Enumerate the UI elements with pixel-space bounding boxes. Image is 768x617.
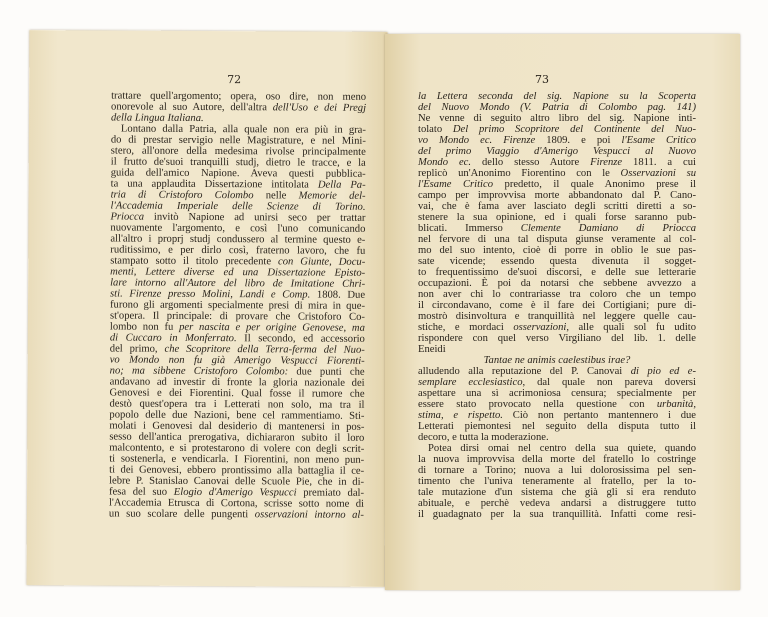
text-line xyxy=(418,344,696,355)
text-line xyxy=(418,509,696,520)
text-segment: lebre P. Stanislao Canovai delle Scuole Pie, che in di- xyxy=(109,475,365,488)
text-segment: , alle quali sol fu udito xyxy=(566,322,696,333)
italic-text: osservazioni intorno al- xyxy=(254,509,364,521)
text-segment: guida dell'amico Napione. Aveva questi pubblica- xyxy=(110,167,366,180)
text-segment: malcontento, e si protestarono di volere con degli scrit- xyxy=(109,442,365,455)
text-line xyxy=(418,190,696,201)
text-line xyxy=(418,377,696,388)
text-segment: Potea dirsi omai nel centro della sua quiete, quando xyxy=(428,443,696,454)
text-segment: Letterati piemontesi nel seguito della disputa tutto il xyxy=(418,421,696,432)
text-segment: di tornare a Torino; nuova a lui dolorosissima pel sen- xyxy=(418,465,696,476)
text-line xyxy=(418,102,696,113)
text-line xyxy=(418,168,696,179)
text-segment: dello stesso Autore xyxy=(471,157,591,168)
italic-text: Tantae ne animis caelestibus irae? xyxy=(483,355,631,366)
text-line xyxy=(418,146,696,157)
text-segment: aspettare una sì acrimoniosa censura; specialmente per xyxy=(418,388,696,399)
text-segment: 1809. e poi xyxy=(535,135,622,146)
text-line xyxy=(418,476,696,487)
text-line xyxy=(418,487,696,498)
text-line xyxy=(418,256,696,267)
text-segment: Ciò non pertanto mantennero i due xyxy=(502,410,697,421)
text-segment: mostrò disinvoltura e tranquillità nel leggere quelle cau- xyxy=(418,311,696,322)
left-page xyxy=(27,30,388,587)
italic-text: dell'Uso e dei Pregj xyxy=(272,102,367,114)
italic-text: lare intorno all'Autore del libro de Imitatione Chri- xyxy=(110,277,366,290)
text-line xyxy=(418,278,696,289)
left-page-text xyxy=(109,90,366,520)
text-line xyxy=(418,388,696,399)
text-line xyxy=(418,465,696,476)
text-line xyxy=(418,399,696,410)
text-segment: ti sostenerla, e vendicarla. I Fiorentini, non meno pun- xyxy=(109,453,365,466)
italic-text: no; ma sibbene Cristoforo Colombo: xyxy=(109,365,289,378)
text-segment: st'opera. Il principale: di provare che Cristoforo Co- xyxy=(109,310,365,323)
text-segment: tolato xyxy=(418,124,453,135)
text-line xyxy=(418,355,696,366)
italic-text: tria di Cristoforo Colombo xyxy=(110,189,254,202)
text-line xyxy=(418,443,696,454)
text-segment: 1811. a cui xyxy=(622,157,696,168)
italic-text: semplare ecclesiastico xyxy=(418,377,523,388)
text-segment: nuovamente l'argomento, e così l'uno comunicando xyxy=(110,222,366,235)
text-line xyxy=(418,421,696,432)
text-line xyxy=(418,267,696,278)
text-segment: nelle xyxy=(253,190,299,202)
italic-text: Del primo Scopritore del Continente del Nuo- xyxy=(452,124,697,135)
right-page-text xyxy=(418,91,696,520)
text-segment: stero, all'onore della medesima rivolse principalmente xyxy=(110,145,366,158)
text-segment: vai, che è fama aver lasciato degli scritti diretti a so- xyxy=(418,201,696,212)
italic-text: menti, Lettere diverse ed una Dissertazione Episto- xyxy=(110,266,366,279)
text-segment: timento che l'univa teneramente al fratello, per la to- xyxy=(418,476,696,487)
text-segment: replicò un'Anonimo Fiorentino con le xyxy=(418,168,621,179)
text-segment: destò quest'opera tra i Letterati non solo, ma tra il xyxy=(109,398,365,411)
italic-text: urbanità, xyxy=(656,399,696,410)
text-line xyxy=(418,212,696,223)
text-segment: premiato dal- xyxy=(296,487,365,499)
text-line xyxy=(418,432,696,443)
text-segment: to frequentissimo de'suoi discorsi, e delle sue letterarie xyxy=(418,267,696,278)
italic-text: l'Esame Critico xyxy=(418,179,493,190)
text-segment: essere stato provocato nella questione con xyxy=(418,399,657,410)
text-segment: tale mutazione d'un sistema che già gli si era renduto xyxy=(418,487,696,498)
text-segment: sate vicende; essendo questa divenuta il sogget- xyxy=(418,256,696,267)
page-number: 73 xyxy=(535,73,549,86)
text-segment: lombo non fu xyxy=(109,321,180,333)
text-line xyxy=(418,311,696,322)
text-line xyxy=(418,322,696,333)
italic-text: stima, e rispetto. xyxy=(418,410,503,421)
text-segment: blicati. Immerso xyxy=(418,223,521,234)
italic-text: di pio ed e- xyxy=(630,366,696,377)
text-segment: fesa del suo xyxy=(109,486,174,498)
italic-text: Priocca xyxy=(110,211,145,223)
text-segment: alludendo alla reputazione del P. Canovai xyxy=(418,366,631,377)
text-segment: stampato sotto il titolo precedente xyxy=(110,255,279,268)
italic-text: vo Mondo ec. Firenze xyxy=(418,135,536,146)
text-line xyxy=(418,366,696,377)
italic-text: di Cuccaro in Monferrato. xyxy=(109,332,237,345)
italic-text: l'Esame Critico xyxy=(621,135,696,146)
text-line xyxy=(418,201,696,212)
text-line xyxy=(418,124,696,135)
text-segment: il guadagnato per la sua tranquillità. Infatti come resi- xyxy=(418,509,696,520)
italic-text: che Scopritore della Terra-ferma del Nuo- xyxy=(164,343,365,356)
text-line xyxy=(418,91,696,102)
text-segment: occupazioni. È poi da notarsi che sebbene avvezzo a xyxy=(418,278,696,289)
text-line xyxy=(418,289,696,300)
text-line xyxy=(418,333,696,344)
text-segment: Genovesi e dei Fiorentini. Qual fosse il rumore che xyxy=(109,387,365,400)
right-page xyxy=(385,34,740,590)
text-segment: la nuova improvvisa della morte del fratello lo costringe xyxy=(418,454,696,465)
text-segment: popolo delle due Nazioni, bene cel rammentiamo. Sti- xyxy=(109,409,365,422)
text-segment: l'Accademia Etrusca di Cortona, scrisse sotto nome di xyxy=(108,497,365,510)
text-segment: Eneidi xyxy=(418,344,446,355)
text-line xyxy=(109,508,364,520)
italic-text: Mondo ec. xyxy=(418,157,472,168)
text-line xyxy=(418,454,696,465)
text-segment: stenere la sua opinione, ed i quali forse saranno pub- xyxy=(418,212,696,223)
text-segment: stiche, e mordaci xyxy=(418,322,514,333)
text-segment: molati i Genovesi dal desiderio di mantenersi in pos- xyxy=(109,420,365,433)
text-segment: rispondere con quel verso Virgiliano del lib. 1. delle xyxy=(418,333,696,344)
italic-text: Memorie del- xyxy=(298,190,366,202)
text-segment: Lontano dalla Patria, alla quale non era più in gra- xyxy=(120,123,366,136)
text-line xyxy=(418,223,696,234)
text-line xyxy=(418,498,696,509)
text-segment: decoro, e tutta la moderazione. xyxy=(418,432,549,443)
text-segment: andavano ad investir di fronte la gloria nazionale dei xyxy=(109,376,365,389)
text-segment: del primo, xyxy=(109,343,165,355)
text-line xyxy=(418,135,696,146)
text-segment: all'altro i proprj studj condussero al termine questo e- xyxy=(110,233,366,246)
text-segment: sesso dell'antica prerogativa, dichiararon subito il loro xyxy=(109,431,365,444)
text-line xyxy=(418,300,696,311)
text-segment: furono gli argomenti specialmente presi di mira in que- xyxy=(109,299,366,312)
italic-text: Firenze xyxy=(590,157,623,168)
italic-text: per nascita e per origine Genovese, ma xyxy=(179,321,365,334)
text-segment: nel fervore di una tal disputa giunse veramente al col- xyxy=(418,234,696,245)
text-line xyxy=(418,113,696,124)
text-line xyxy=(418,245,696,256)
italic-text: l'Accademia Imperiale delle Scienze di Torino. xyxy=(110,200,366,213)
italic-text: Clemente Damiano di Priocca xyxy=(520,223,696,234)
text-segment: Il secondo, ed accessorio xyxy=(236,333,365,345)
text-segment: il circondavano, come è il fare dei Cortigiani; pure di- xyxy=(418,300,696,311)
italic-text: Elogio d'Amerigo Vespucci xyxy=(173,486,297,499)
text-line xyxy=(418,410,696,421)
text-segment: ta una applaudita Dissertazione intitolata xyxy=(110,178,318,191)
text-segment: predetto, il quale Anonimo prese il xyxy=(493,179,696,190)
italic-text: del Nuovo Mondo (V. Patria di Colombo pag. 141) xyxy=(418,102,696,113)
text-segment: ruditissimo, e per dirlo così, fraterno lavoro, che fu xyxy=(110,244,366,257)
italic-text: vo Mondo non fu già Amerigo Vespucci Fiorenti- xyxy=(109,354,365,367)
text-segment: non aver chi lo contrariasse tra coloro che un tempo xyxy=(418,289,696,300)
italic-text: sti. Firenze presso Molini, Landi e Comp. xyxy=(110,288,311,301)
italic-text: della Lingua Italiana. xyxy=(110,112,204,124)
text-segment: il frutto de'suoi tranquilli studj, dietro le tracce, e la xyxy=(110,156,366,169)
italic-text: Osservazioni su xyxy=(620,168,696,179)
text-segment: abituale, e perchè vedeva andarsi a distruggere tutto xyxy=(418,498,696,509)
text-segment: trattare quell'argomento; opera, oso dire, non meno xyxy=(111,90,367,103)
text-segment: do di prestar servigio nelle Magistrature, e nel Mini- xyxy=(110,134,366,147)
text-segment: un suo scolare delle pungenti xyxy=(108,508,255,521)
text-line xyxy=(418,234,696,245)
italic-text: osservazioni xyxy=(513,322,567,333)
text-segment: Ne venne di seguito altro libro del sig. Napione inti- xyxy=(418,113,696,124)
page-number: 72 xyxy=(227,73,242,87)
text-segment: ti dei Genovesi, ebbero prontissimo alla battaglia il ce- xyxy=(109,464,365,477)
text-segment: mo del suo intento, cioè di porre in oblio le sue pas- xyxy=(418,245,696,256)
text-line xyxy=(418,179,696,190)
italic-text: con Giunte, Docu- xyxy=(278,256,366,268)
italic-text: la Lettera seconda del sig. Napione su la Scoperta xyxy=(418,91,696,102)
text-segment: campo per improvvisa morte abbandonato dal P. Cano- xyxy=(418,190,696,201)
text-line xyxy=(418,157,696,168)
text-segment: 1808. Due xyxy=(310,289,366,301)
text-segment: due punti che xyxy=(288,366,365,378)
italic-text: del primo Viaggio d'Amerigo Vespucci al Nuovo xyxy=(418,146,696,157)
italic-text: Della Pa- xyxy=(317,179,366,191)
text-segment: , dal quale non pareva doversi xyxy=(522,377,696,388)
text-segment: invitò Napione ad unirsi seco per trattar xyxy=(143,211,366,224)
text-segment: onorevole al suo Autore, dell'altra xyxy=(111,101,273,114)
